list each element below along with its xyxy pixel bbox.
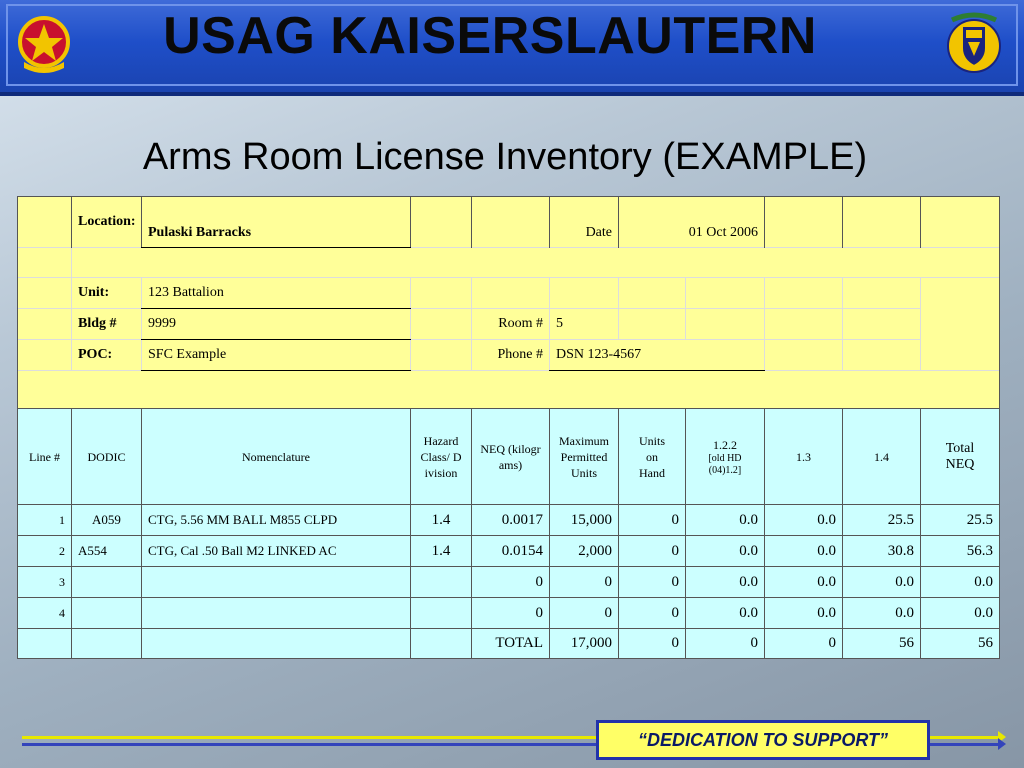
cell-nomenclature	[142, 567, 411, 598]
poc-label: POC:	[72, 340, 142, 371]
col-1-4: 1.4	[843, 409, 921, 505]
table-row	[18, 567, 1000, 598]
cell-hazard	[411, 598, 472, 629]
organization-title: USAG KAISERSLAUTERN	[163, 7, 817, 65]
totals-total: 56	[921, 629, 1000, 659]
info-row-bldg	[18, 309, 1000, 340]
cell-1-2-2: 0.0	[686, 567, 765, 598]
cell-max: 15,000	[550, 505, 619, 536]
cell-line: 4	[18, 598, 72, 629]
table-row	[18, 598, 1000, 629]
table-row	[18, 505, 1000, 536]
cell-line: 2	[18, 536, 72, 567]
info-row-poc	[18, 340, 1000, 371]
cell-1-2-2: 0.0	[686, 598, 765, 629]
header-bar	[0, 0, 1024, 96]
cell-1-3: 0.0	[765, 567, 843, 598]
cell-1-4: 0.0	[843, 598, 921, 629]
army-star-emblem-icon	[14, 12, 74, 76]
cell-total: 25.5	[921, 505, 1000, 536]
info-row-unit	[18, 278, 1000, 309]
cell-max: 2,000	[550, 536, 619, 567]
unit-label: Unit:	[72, 278, 142, 309]
cell-neq: 0	[472, 567, 550, 598]
cell-1-4: 30.8	[843, 536, 921, 567]
cell-nomenclature	[142, 598, 411, 629]
cell-dodic	[72, 567, 142, 598]
col-max-permitted: Maximum Permitted Units	[550, 409, 619, 505]
bldg-value: 9999	[142, 309, 411, 340]
col-hazard-class: Hazard Class/ Division	[411, 409, 472, 505]
cell-1-4: 25.5	[843, 505, 921, 536]
col-1-2-2	[686, 409, 765, 505]
totals-label: TOTAL	[472, 629, 550, 659]
cell-dodic	[72, 598, 142, 629]
cell-hazard: 1.4	[411, 536, 472, 567]
cell-units: 0	[619, 567, 686, 598]
totals-1-2-2: 0	[686, 629, 765, 659]
cell-nomenclature: CTG, 5.56 MM BALL M855 CLPD	[142, 505, 411, 536]
cell-1-3: 0.0	[765, 505, 843, 536]
col-1-3: 1.3	[765, 409, 843, 505]
cell-max: 0	[550, 567, 619, 598]
cell-total: 0.0	[921, 598, 1000, 629]
totals-units: 0	[619, 629, 686, 659]
col-neq: NEQ (kilograms)	[472, 409, 550, 505]
cell-hazard	[411, 567, 472, 598]
cell-1-3: 0.0	[765, 536, 843, 567]
col-1-2-2-sublabel: [old HD (04)1.2]	[708, 452, 742, 476]
cell-1-2-2: 0.0	[686, 505, 765, 536]
shield-crest-emblem-icon	[944, 12, 1004, 76]
cell-units: 0	[619, 598, 686, 629]
location-value: Pulaski Barracks	[142, 197, 411, 248]
cell-total: 56.3	[921, 536, 1000, 567]
cell-neq: 0	[472, 598, 550, 629]
room-value: 5	[550, 309, 619, 340]
col-units-on-hand: Units on Hand	[619, 409, 686, 505]
cell-total: 0.0	[921, 567, 1000, 598]
location-label: Location:	[72, 197, 142, 248]
cell-hazard: 1.4	[411, 505, 472, 536]
totals-row	[18, 629, 1000, 659]
phone-label: Phone #	[472, 340, 550, 371]
date-value: 01 Oct 2006	[619, 197, 765, 248]
date-label: Date	[550, 197, 619, 248]
inventory-table	[17, 196, 1000, 659]
cell-line: 3	[18, 567, 72, 598]
table-row	[18, 536, 1000, 567]
bldg-label: Bldg #	[72, 309, 142, 340]
cell-nomenclature: CTG, Cal .50 Ball M2 LINKED AC	[142, 536, 411, 567]
col-line: Line #	[18, 409, 72, 505]
cell-1-2-2: 0.0	[686, 536, 765, 567]
column-header-row	[18, 409, 1000, 505]
info-row-location	[18, 197, 1000, 248]
cell-line: 1	[18, 505, 72, 536]
cell-neq: 0.0154	[472, 536, 550, 567]
room-label: Room #	[472, 309, 550, 340]
cell-1-4: 0.0	[843, 567, 921, 598]
cell-max: 0	[550, 598, 619, 629]
col-1-2-2-label: 1.2.2	[713, 437, 737, 452]
cell-units: 0	[619, 536, 686, 567]
motto-banner: “DEDICATION TO SUPPORT”	[596, 720, 930, 760]
col-dodic: DODIC	[72, 409, 142, 505]
totals-max: 17,000	[550, 629, 619, 659]
cell-neq: 0.0017	[472, 505, 550, 536]
poc-value: SFC Example	[142, 340, 411, 371]
cell-units: 0	[619, 505, 686, 536]
footer-blue-arrow	[998, 738, 1006, 750]
cell-1-3: 0.0	[765, 598, 843, 629]
totals-1-4: 56	[843, 629, 921, 659]
slide-title: Arms Room License Inventory (EXAMPLE)	[142, 136, 868, 178]
col-nomenclature: Nomenclature	[142, 409, 411, 505]
unit-value: 123 Battalion	[142, 278, 411, 309]
cell-dodic: A554	[72, 536, 142, 567]
cell-dodic: A059	[72, 505, 142, 536]
col-total-neq: Total NEQ	[921, 409, 1000, 505]
totals-1-3: 0	[765, 629, 843, 659]
phone-value: DSN 123-4567	[550, 340, 765, 371]
